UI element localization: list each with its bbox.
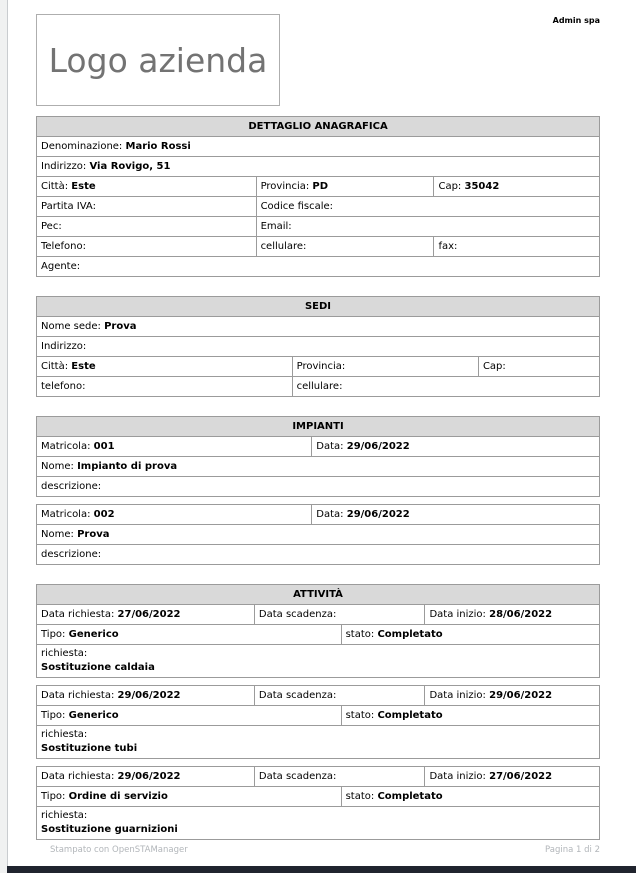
- field-sede-cap: [478, 357, 599, 377]
- richiesta-label: richiesta:: [41, 810, 88, 821]
- email-label: Email:: [260, 221, 292, 232]
- partita-iva-label: Partita IVA:: [41, 201, 96, 212]
- matricola-label: Matricola:: [41, 441, 91, 452]
- field-richiesta-3: [37, 807, 600, 840]
- field-provincia: [256, 177, 434, 197]
- field-denominazione: [37, 137, 600, 157]
- nome-label: Nome:: [41, 529, 74, 540]
- company-name: Admin spa: [552, 16, 600, 25]
- field-data-inizio-2: [425, 686, 600, 706]
- nome-label: Nome:: [41, 461, 74, 472]
- field-citta: [37, 177, 257, 197]
- field-nome-2: [37, 525, 600, 545]
- data-richiesta-label: Data richiesta:: [41, 690, 115, 701]
- logo-text: Logo azienda: [48, 40, 268, 80]
- telefono-label: Telefono:: [41, 241, 86, 252]
- viewer-left-edge: [0, 0, 8, 873]
- agente-label: Agente:: [41, 261, 81, 272]
- sede-cellulare-label: cellulare:: [296, 381, 343, 392]
- field-richiesta-2: [37, 726, 600, 759]
- field-data-richiesta-3: [37, 767, 255, 787]
- field-data-2: [312, 505, 600, 525]
- field-descrizione-2: [37, 545, 600, 565]
- data-value: 29/06/2022: [346, 509, 410, 520]
- tipo-label: Tipo:: [41, 629, 66, 640]
- page-footer: [50, 845, 600, 855]
- cap-value: 35042: [464, 181, 500, 192]
- data-richiesta-value: 27/06/2022: [117, 609, 181, 620]
- field-sede-citta: [37, 357, 293, 377]
- field-data-1: [312, 437, 600, 457]
- field-stato-2: [341, 706, 599, 726]
- stato-value: Completato: [377, 791, 443, 802]
- data-inizio-label: Data inizio:: [429, 690, 486, 701]
- field-tipo-2: [37, 706, 342, 726]
- field-stato-3: [341, 787, 599, 807]
- cellulare-label: cellulare:: [260, 241, 307, 252]
- field-cap: [434, 177, 600, 197]
- citta-label: Città:: [41, 181, 69, 192]
- stato-value: Completato: [377, 710, 443, 721]
- data-value: 29/06/2022: [346, 441, 410, 452]
- attivita-table: [36, 584, 600, 678]
- denominazione-label: Denominazione:: [41, 141, 123, 152]
- data-inizio-value: 27/06/2022: [489, 771, 553, 782]
- sedi-table: [36, 296, 600, 397]
- nome-value: Impianto di prova: [77, 461, 178, 472]
- field-data-scadenza-2: [254, 686, 425, 706]
- field-codice-fiscale: [256, 197, 599, 217]
- stato-value: Completato: [377, 629, 443, 640]
- citta-value: Este: [71, 181, 96, 192]
- richiesta-value: Sostituzione caldaia: [41, 662, 155, 673]
- stato-label: stato:: [345, 629, 375, 640]
- anagrafica-section-title: DETTAGLIO ANAGRAFICA: [37, 117, 600, 137]
- footer-generator: Stampato con OpenSTAManager: [50, 845, 188, 855]
- next-page-edge: [7, 866, 636, 873]
- attivita-section-title: ATTIVITÀ: [37, 585, 600, 605]
- attivita-table-item-3: [36, 766, 600, 840]
- field-tipo-3: [37, 787, 342, 807]
- descrizione-label: descrizione:: [41, 549, 102, 560]
- sede-telefono-label: telefono:: [41, 381, 86, 392]
- sede-citta-label: Città:: [41, 361, 69, 372]
- tipo-value: Generico: [68, 710, 119, 721]
- field-fax: [434, 237, 600, 257]
- data-richiesta-value: 29/06/2022: [117, 771, 181, 782]
- provincia-label: Provincia:: [260, 181, 310, 192]
- denominazione-value: Mario Rossi: [125, 141, 191, 152]
- nome-value: Prova: [77, 529, 110, 540]
- richiesta-value: Sostituzione tubi: [41, 743, 138, 754]
- stato-label: stato:: [345, 710, 375, 721]
- field-email: [256, 217, 599, 237]
- sede-citta-value: Este: [71, 361, 96, 372]
- field-descrizione-1: [37, 477, 600, 497]
- field-data-richiesta-1: [37, 605, 255, 625]
- field-nome-sede: [37, 317, 600, 337]
- field-data-inizio-1: [425, 605, 600, 625]
- sedi-section-title: SEDI: [37, 297, 600, 317]
- field-matricola-1: [37, 437, 312, 457]
- data-richiesta-value: 29/06/2022: [117, 690, 181, 701]
- field-data-richiesta-2: [37, 686, 255, 706]
- field-nome-1: [37, 457, 600, 477]
- sede-indirizzo-label: Indirizzo:: [41, 341, 87, 352]
- pec-label: Pec:: [41, 221, 62, 232]
- tipo-value: Generico: [68, 629, 119, 640]
- field-data-scadenza-1: [254, 605, 425, 625]
- provincia-value: PD: [312, 181, 329, 192]
- field-data-inizio-3: [425, 767, 600, 787]
- sede-provincia-label: Provincia:: [296, 361, 346, 372]
- indirizzo-label: Indirizzo:: [41, 161, 87, 172]
- tipo-label: Tipo:: [41, 710, 66, 721]
- data-inizio-label: Data inizio:: [429, 609, 486, 620]
- richiesta-value: Sostituzione guarnizioni: [41, 824, 178, 835]
- fax-label: fax:: [438, 241, 458, 252]
- nome-sede-label: Nome sede:: [41, 321, 101, 332]
- field-sede-cellulare: [292, 377, 599, 397]
- field-matricola-2: [37, 505, 312, 525]
- impianti-section-title: IMPIANTI: [37, 417, 600, 437]
- data-inizio-label: Data inizio:: [429, 771, 486, 782]
- sede-cap-label: Cap:: [482, 361, 506, 372]
- matricola-label: Matricola:: [41, 509, 91, 520]
- data-scadenza-label: Data scadenza:: [258, 690, 337, 701]
- matricola-value: 002: [93, 509, 115, 520]
- codice-fiscale-label: Codice fiscale:: [260, 201, 334, 212]
- data-richiesta-label: Data richiesta:: [41, 609, 115, 620]
- attivita-table-item-2: [36, 685, 600, 759]
- data-inizio-value: 29/06/2022: [489, 690, 553, 701]
- tipo-value: Ordine di servizio: [68, 791, 168, 802]
- richiesta-label: richiesta:: [41, 648, 88, 659]
- field-indirizzo: [37, 157, 600, 177]
- field-sede-telefono: [37, 377, 293, 397]
- nome-sede-value: Prova: [104, 321, 137, 332]
- data-richiesta-label: Data richiesta:: [41, 771, 115, 782]
- data-label: Data:: [316, 509, 344, 520]
- document-page: [8, 0, 636, 866]
- indirizzo-value: Via Rovigo, 51: [89, 161, 171, 172]
- stato-label: stato:: [345, 791, 375, 802]
- impianti-table: [36, 416, 600, 497]
- data-scadenza-label: Data scadenza:: [258, 771, 337, 782]
- anagrafica-table: [36, 116, 600, 277]
- field-cellulare: [256, 237, 434, 257]
- data-label: Data:: [316, 441, 344, 452]
- tipo-label: Tipo:: [41, 791, 66, 802]
- field-tipo-1: [37, 625, 342, 645]
- footer-page-number: Pagina 1 di 2: [545, 845, 600, 855]
- richiesta-label: richiesta:: [41, 729, 88, 740]
- descrizione-label: descrizione:: [41, 481, 102, 492]
- cap-label: Cap:: [438, 181, 462, 192]
- data-inizio-value: 28/06/2022: [489, 609, 553, 620]
- field-richiesta-1: [37, 645, 600, 678]
- field-agente: [37, 257, 600, 277]
- field-pec: [37, 217, 257, 237]
- field-sede-provincia: [292, 357, 478, 377]
- matricola-value: 001: [93, 441, 115, 452]
- logo-box: [36, 14, 280, 106]
- field-partita-iva: [37, 197, 257, 217]
- field-sede-indirizzo: [37, 337, 600, 357]
- field-telefono: [37, 237, 257, 257]
- field-data-scadenza-3: [254, 767, 425, 787]
- data-scadenza-label: Data scadenza:: [258, 609, 337, 620]
- impianti-table-item-2: [36, 504, 600, 565]
- field-stato-1: [341, 625, 599, 645]
